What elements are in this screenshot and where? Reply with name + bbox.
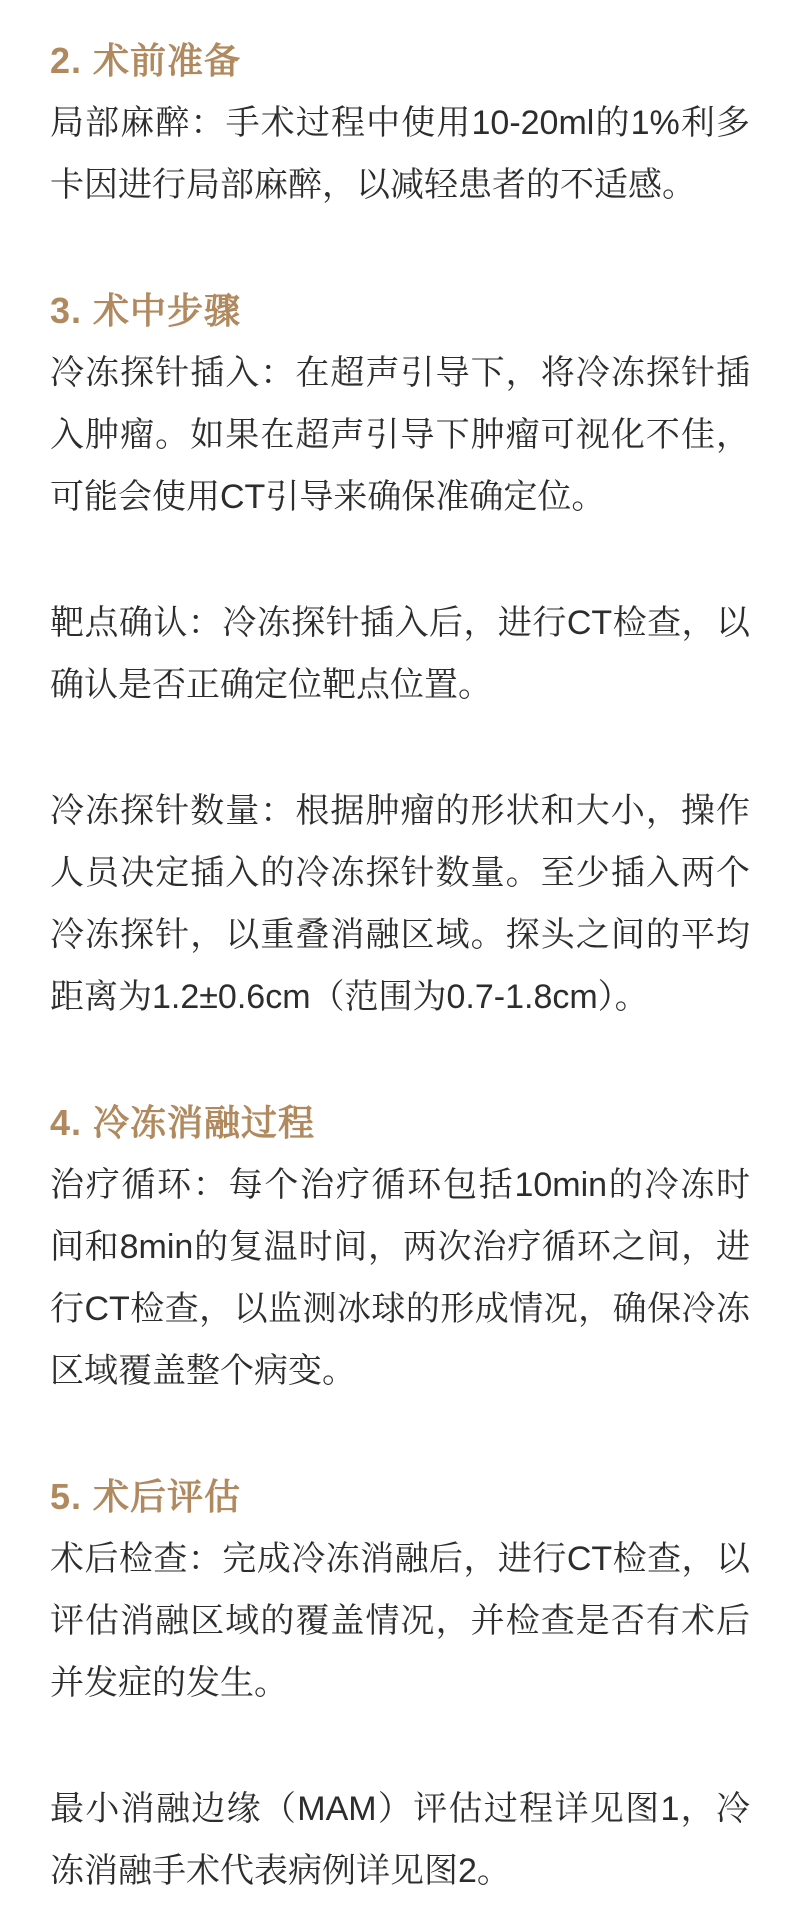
section-heading-intraop-steps: 3. 术中步骤	[50, 290, 242, 331]
section-cryoablation-process	[50, 1092, 750, 1402]
paragraph-treatment-cycle: 治疗循环：每个治疗循环包括10min的冷冻时间和8min的复温时间，两次治疗循环之间，进行CT检查，以监测冰球的形成情况，确保冷冻区域覆盖整个病变。	[50, 1166, 750, 1390]
paragraph-probe-insertion: 冷冻探针插入：在超声引导下，将冷冻探针插入肿瘤。如果在超声引导下肿瘤可视化不佳，可能会使用CT引导来确保准确定位。	[50, 354, 750, 516]
paragraph-target-confirmation: 靶点确认：冷冻探针插入后，进行CT检查，以确认是否正确定位靶点位置。	[50, 604, 750, 704]
paragraph-mam-figure-reference: 最小消融边缘（MAM）评估过程详见图1，冷冻消融手术代表病例详见图2。	[50, 1790, 750, 1890]
paragraph-probe-quantity: 冷冻探针数量：根据肿瘤的形状和大小，操作人员决定插入的冷冻探针数量。至少插入两个冷冻探针，以重叠消融区域。探头之间的平均距离为1.2±0.6cm（范围为0.7-1.8cm）。	[50, 792, 750, 1016]
section-heading-preop-preparation: 2. 术前准备	[50, 40, 242, 81]
section-intraop-steps	[50, 280, 750, 1028]
section-preop-preparation	[50, 30, 750, 216]
section-heading-postop-evaluation: 5. 术后评估	[50, 1476, 242, 1517]
section-heading-cryoablation-process: 4. 冷冻消融过程	[50, 1102, 316, 1143]
paragraph-postop-check: 术后检查：完成冷冻消融后，进行CT检查，以评估消融区域的覆盖情况，并检查是否有术后并发症的发生。	[50, 1540, 750, 1702]
paragraph-local-anesthesia: 局部麻醉：手术过程中使用10-20ml的1%利多卡因进行局部麻醉，以减轻患者的不适感。	[50, 104, 750, 204]
section-postop-evaluation	[50, 1466, 750, 1902]
